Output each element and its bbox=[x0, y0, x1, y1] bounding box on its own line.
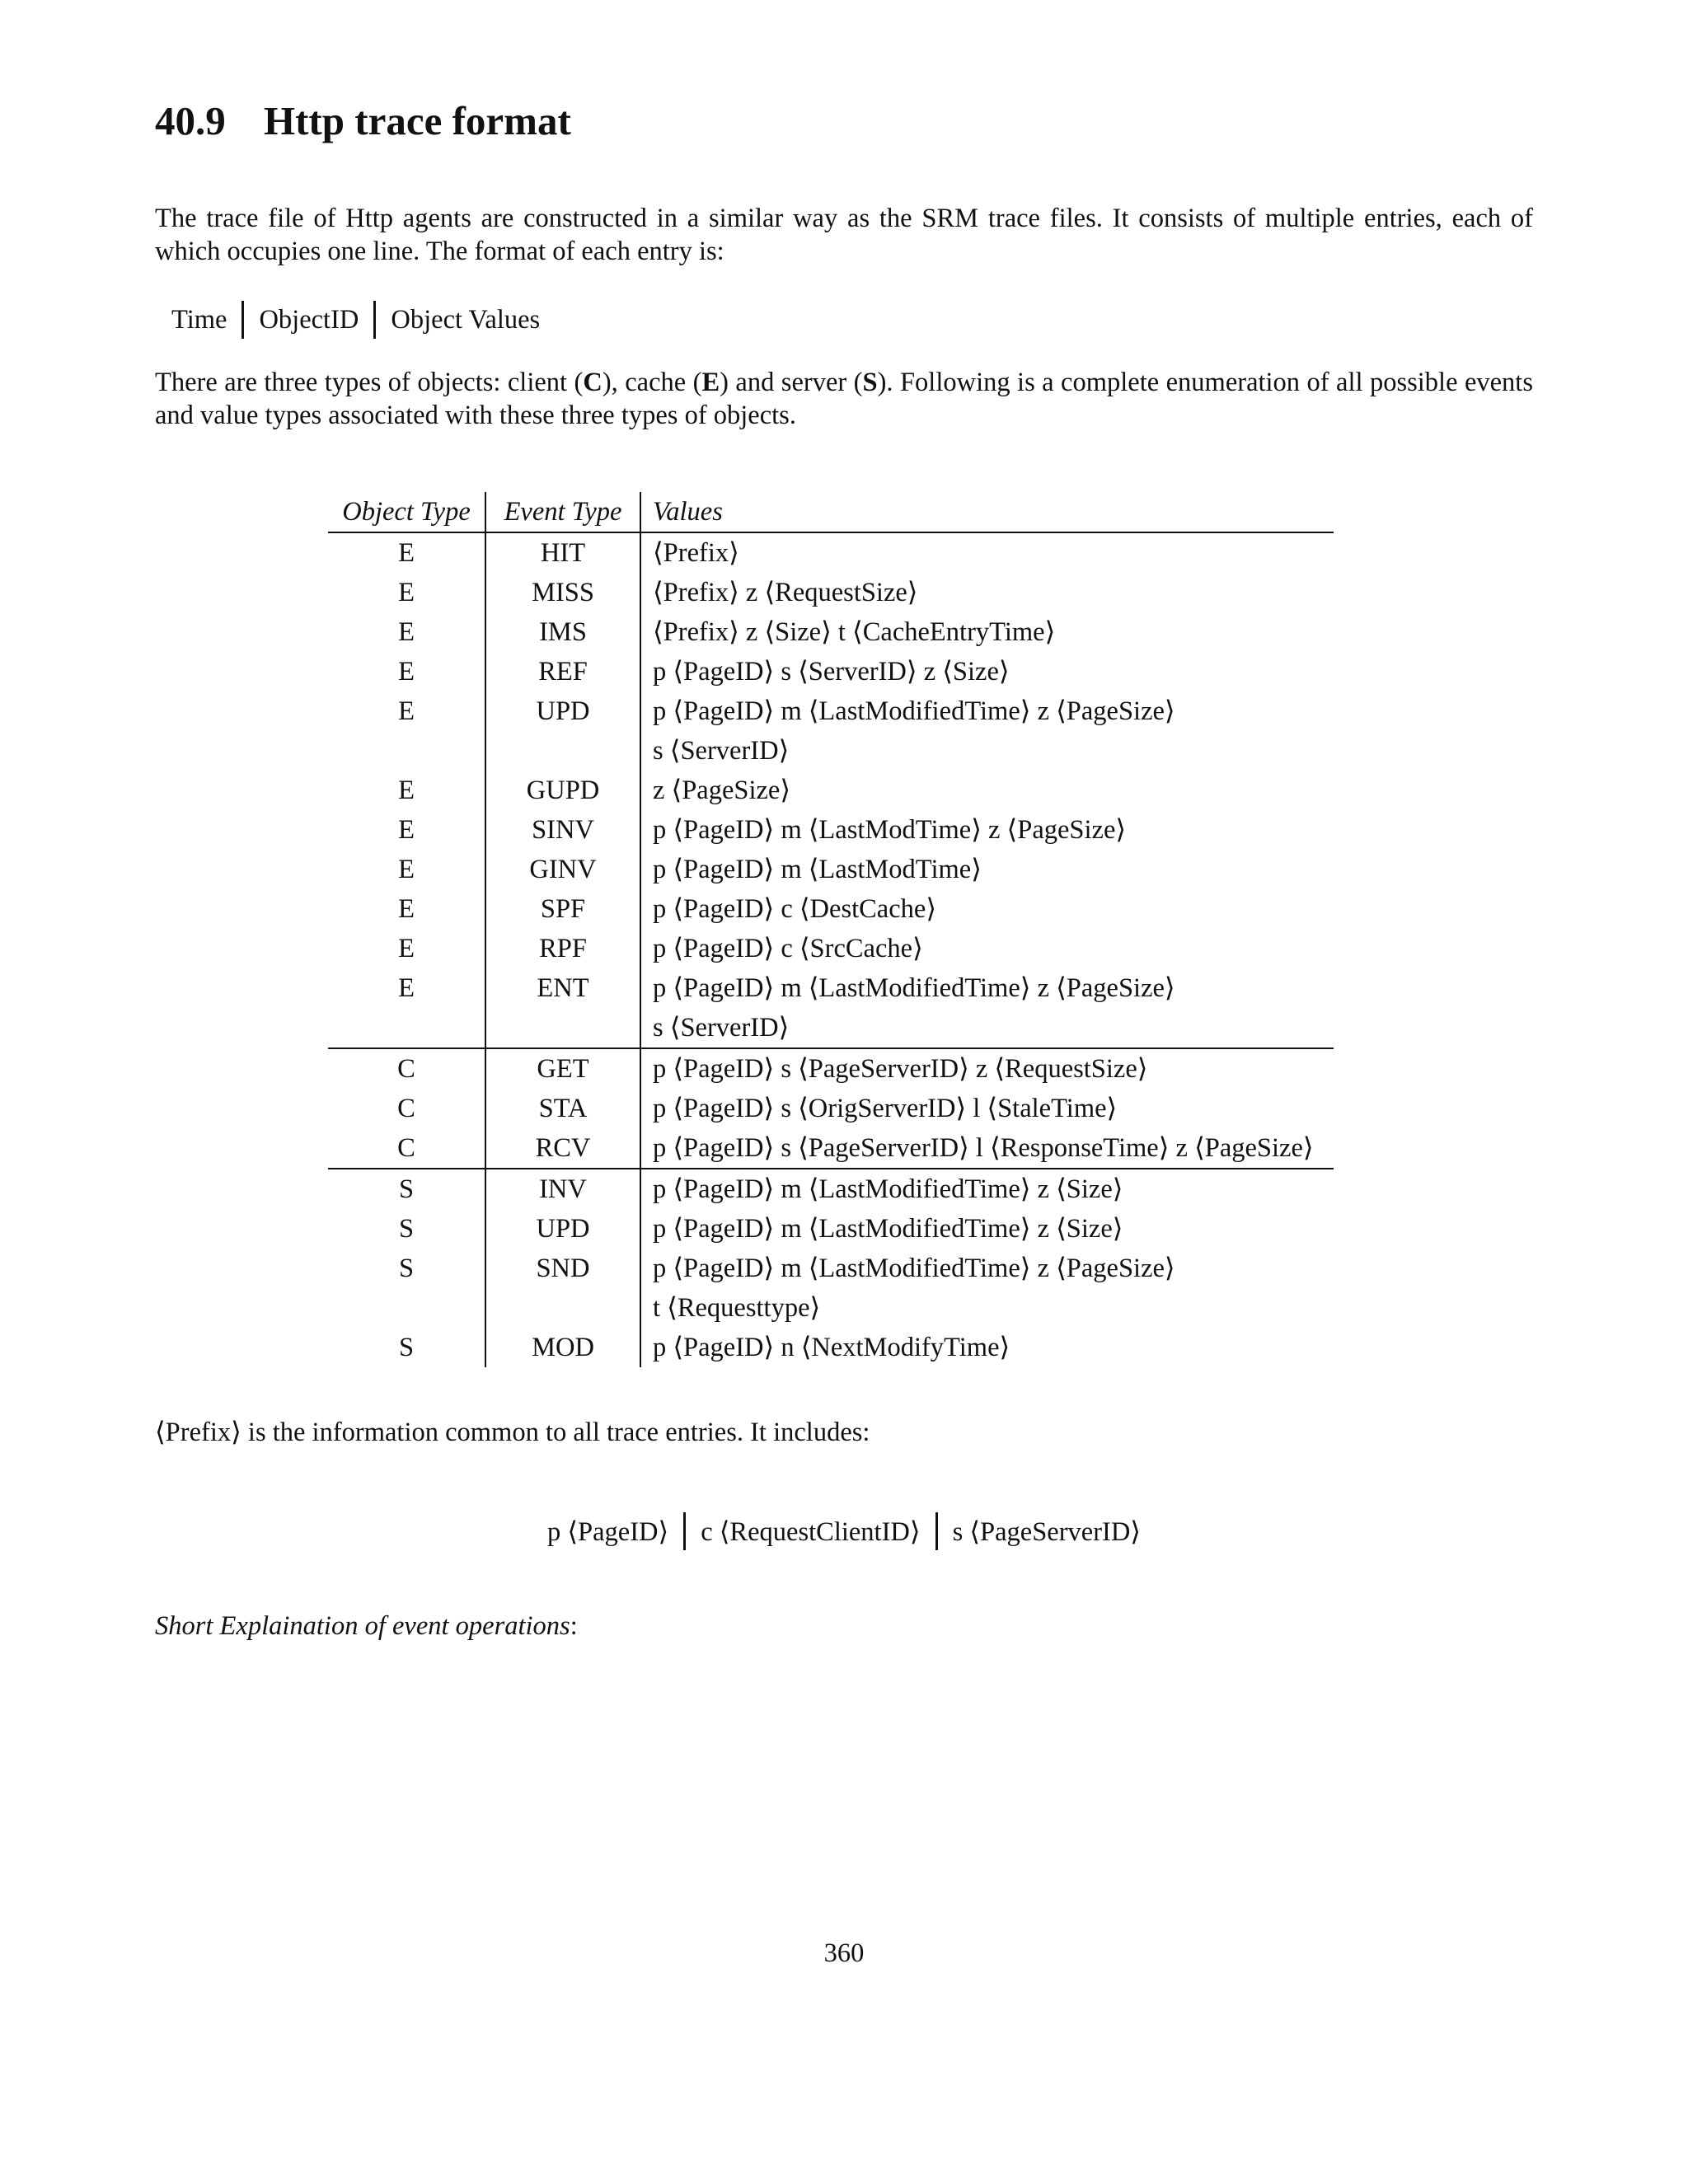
section-title: Http trace format bbox=[264, 98, 571, 143]
cell-object-type: C bbox=[328, 1089, 485, 1128]
entry-format-separator bbox=[241, 301, 244, 339]
col-header-event-type: Event Type bbox=[485, 492, 640, 532]
cell-object-type: S bbox=[328, 1169, 485, 1209]
cell-object-type: S bbox=[328, 1249, 485, 1288]
cell-object-type: E bbox=[328, 771, 485, 810]
page-number: 360 bbox=[823, 1938, 865, 1968]
cell-event-type: MOD bbox=[485, 1328, 640, 1367]
client-code: C bbox=[583, 368, 603, 397]
cell-object-type: E bbox=[328, 532, 485, 573]
section-heading bbox=[155, 97, 571, 144]
table-header-row bbox=[328, 492, 1334, 532]
table-row bbox=[328, 612, 1334, 652]
table-row bbox=[328, 850, 1334, 889]
prefix-format-field: s ⟨PageServerID⟩ bbox=[952, 1516, 1141, 1547]
cell-object-type: E bbox=[328, 573, 485, 612]
short-explanation-colon: : bbox=[570, 1611, 578, 1641]
table-row bbox=[328, 1169, 1334, 1209]
cell-event-type: RCV bbox=[485, 1128, 640, 1169]
cell-object-type: E bbox=[328, 612, 485, 652]
table-row bbox=[328, 731, 1334, 771]
cell-values: p ⟨PageID⟩ n ⟨NextModifyTime⟩ bbox=[653, 1333, 1010, 1362]
entry-format bbox=[171, 300, 540, 340]
table-row bbox=[328, 652, 1334, 691]
cell-object-type: E bbox=[328, 968, 485, 1008]
cell-event-type: IMS bbox=[485, 612, 640, 652]
table-row bbox=[328, 1048, 1334, 1089]
cell-event-type bbox=[485, 1288, 640, 1328]
cell-object-type: E bbox=[328, 652, 485, 691]
col-header-values: Values bbox=[653, 497, 723, 527]
prefix-format-field: p ⟨PageID⟩ bbox=[547, 1516, 669, 1547]
cache-code: E bbox=[701, 368, 720, 397]
prefix-format-field: c ⟨RequestClientID⟩ bbox=[701, 1516, 921, 1547]
entry-format-field: ObjectID bbox=[259, 304, 359, 335]
server-code: S bbox=[862, 368, 878, 397]
cell-values: z ⟨PageSize⟩ bbox=[653, 776, 791, 805]
text-span: There are three types of objects: client ( bbox=[155, 368, 584, 397]
cell-values: t ⟨Requesttype⟩ bbox=[653, 1293, 821, 1323]
entry-format-field: Time bbox=[171, 304, 227, 335]
cell-event-type: SPF bbox=[485, 889, 640, 929]
cell-object-type: E bbox=[328, 889, 485, 929]
cell-object-type: E bbox=[328, 691, 485, 731]
table-row bbox=[328, 929, 1334, 968]
cell-event-type: SINV bbox=[485, 810, 640, 850]
cell-event-type bbox=[485, 731, 640, 771]
table-row bbox=[328, 1209, 1334, 1249]
short-explanation-text: Short Explaination of event operations bbox=[155, 1611, 570, 1641]
intro-paragraph: The trace file of Http agents are constructed in a similar way as the SRM trace files. It consists of multiple entries, each of which occupies one line. The format of each entry is: bbox=[155, 204, 1533, 266]
cell-values: s ⟨ServerID⟩ bbox=[653, 736, 790, 766]
cell-object-type: E bbox=[328, 929, 485, 968]
entry-format-separator bbox=[373, 301, 376, 339]
table-row bbox=[328, 1008, 1334, 1048]
cell-event-type: STA bbox=[485, 1089, 640, 1128]
prefix-format-separator bbox=[935, 1512, 938, 1550]
cell-values: p ⟨PageID⟩ s ⟨ServerID⟩ z ⟨Size⟩ bbox=[653, 657, 1010, 687]
cell-values: p ⟨PageID⟩ m ⟨LastModifiedTime⟩ z ⟨Size⟩ bbox=[653, 1214, 1123, 1244]
cell-event-type: HIT bbox=[485, 532, 640, 573]
cell-values: p ⟨PageID⟩ m ⟨LastModTime⟩ bbox=[653, 855, 982, 884]
table-row bbox=[328, 968, 1334, 1008]
text-span: ), cache ( bbox=[602, 368, 702, 397]
table-row bbox=[328, 889, 1334, 929]
section-number: 40.9 bbox=[155, 98, 226, 143]
cell-object-type: E bbox=[328, 810, 485, 850]
cell-object-type: C bbox=[328, 1128, 485, 1169]
cell-event-type: REF bbox=[485, 652, 640, 691]
cell-values: s ⟨ServerID⟩ bbox=[653, 1013, 790, 1043]
cell-object-type: S bbox=[328, 1328, 485, 1367]
cell-event-type: ENT bbox=[485, 968, 640, 1008]
cell-event-type: RPF bbox=[485, 929, 640, 968]
cell-event-type: MISS bbox=[485, 573, 640, 612]
cell-object-type: S bbox=[328, 1209, 485, 1249]
cell-event-type: UPD bbox=[485, 1209, 640, 1249]
text-span: ) and server ( bbox=[720, 368, 863, 397]
cell-object-type bbox=[328, 731, 485, 771]
table-row bbox=[328, 1249, 1334, 1288]
table-group bbox=[328, 1169, 1334, 1367]
table-row bbox=[328, 1089, 1334, 1128]
cell-values: p ⟨PageID⟩ s ⟨PageServerID⟩ z ⟨RequestSize⟩ bbox=[653, 1054, 1148, 1084]
cell-values: ⟨Prefix⟩ z ⟨RequestSize⟩ bbox=[653, 578, 918, 607]
cell-event-type: UPD bbox=[485, 691, 640, 731]
cell-object-type bbox=[328, 1008, 485, 1048]
cell-event-type bbox=[485, 1008, 640, 1048]
col-header-object-type: Object Type bbox=[328, 492, 485, 532]
cell-object-type: E bbox=[328, 850, 485, 889]
prefix-paragraph: ⟨Prefix⟩ is the information common to all trace entries. It includes: bbox=[155, 1418, 870, 1447]
table-row bbox=[328, 691, 1334, 731]
cell-values: p ⟨PageID⟩ m ⟨LastModifiedTime⟩ z ⟨PageSize⟩ bbox=[653, 696, 1175, 726]
table-row bbox=[328, 1328, 1334, 1367]
cell-event-type: INV bbox=[485, 1169, 640, 1209]
cell-values: p ⟨PageID⟩ c ⟨DestCache⟩ bbox=[653, 894, 937, 924]
cell-event-type: SND bbox=[485, 1249, 640, 1288]
cell-values: p ⟨PageID⟩ m ⟨LastModifiedTime⟩ z ⟨PageSize⟩ bbox=[653, 973, 1175, 1003]
cell-object-type: C bbox=[328, 1048, 485, 1089]
table-row bbox=[328, 532, 1334, 573]
table-row bbox=[328, 1128, 1334, 1169]
prefix-format bbox=[0, 1511, 1688, 1551]
cell-event-type: GET bbox=[485, 1048, 640, 1089]
cell-object-type bbox=[328, 1288, 485, 1328]
table-row bbox=[328, 573, 1334, 612]
cell-values: p ⟨PageID⟩ c ⟨SrcCache⟩ bbox=[653, 934, 923, 963]
table-group bbox=[328, 1048, 1334, 1169]
events-table bbox=[328, 492, 1334, 1367]
prefix-format-separator bbox=[683, 1512, 686, 1550]
short-explanation-label bbox=[155, 1610, 1533, 1643]
cell-values: p ⟨PageID⟩ m ⟨LastModifiedTime⟩ z ⟨Size⟩ bbox=[653, 1174, 1123, 1204]
table-group bbox=[328, 532, 1334, 1048]
cell-values: p ⟨PageID⟩ m ⟨LastModifiedTime⟩ z ⟨PageSize⟩ bbox=[653, 1254, 1175, 1283]
table-row bbox=[328, 1288, 1334, 1328]
text-span: ). Following is a complete enumeration of all possible events and value types associated with these three types of objects. bbox=[155, 368, 1533, 430]
entry-format-field: Object Values bbox=[391, 304, 541, 335]
cell-values: p ⟨PageID⟩ s ⟨OrigServerID⟩ l ⟨StaleTime⟩ bbox=[653, 1094, 1118, 1123]
object-types-paragraph bbox=[155, 366, 1533, 432]
table-row bbox=[328, 771, 1334, 810]
table-row bbox=[328, 810, 1334, 850]
cell-event-type: GINV bbox=[485, 850, 640, 889]
cell-values: p ⟨PageID⟩ s ⟨PageServerID⟩ l ⟨ResponseTime⟩ z ⟨PageSize⟩ bbox=[653, 1133, 1314, 1163]
cell-event-type: GUPD bbox=[485, 771, 640, 810]
cell-values: ⟨Prefix⟩ z ⟨Size⟩ t ⟨CacheEntryTime⟩ bbox=[653, 617, 1056, 647]
cell-values: p ⟨PageID⟩ m ⟨LastModTime⟩ z ⟨PageSize⟩ bbox=[653, 815, 1127, 845]
cell-values: ⟨Prefix⟩ bbox=[653, 538, 739, 568]
